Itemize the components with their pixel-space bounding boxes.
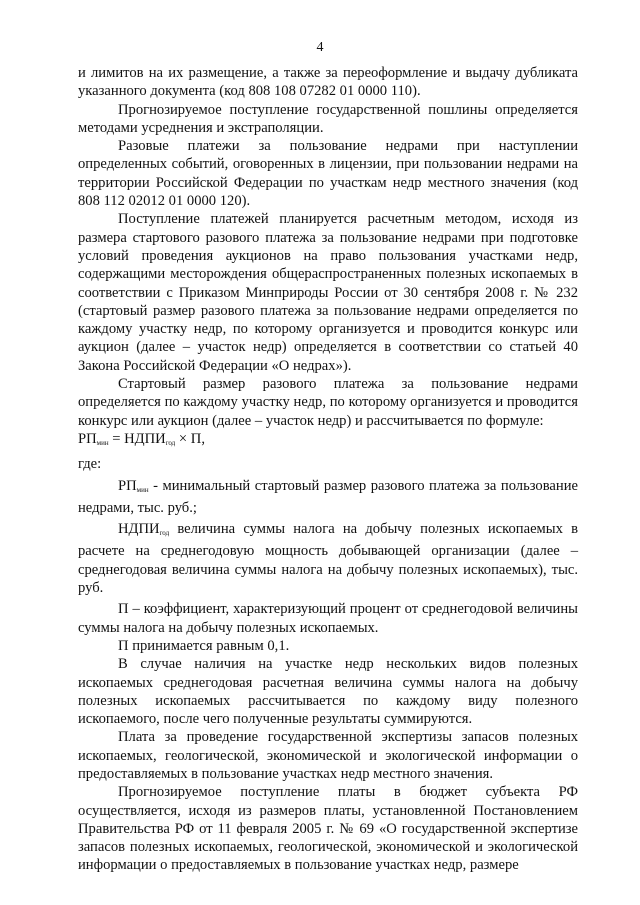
definition-p: П – коэффициент, характеризующий процент от среднегодовой величины суммы налога на добычу полезных ископаемых. bbox=[78, 601, 578, 636]
definition-ndpi bbox=[78, 520, 578, 597]
formula bbox=[78, 430, 578, 452]
formula-comma: , bbox=[201, 430, 205, 447]
definition-ndpi-text: величина суммы налога на добычу полезных ископаемых в расчете на среднегодовую мощность добывающей организации (далее – среднегодовая величина суммы налога на добычу полезных ископаемых), тыс. руб. bbox=[78, 521, 578, 597]
formula-times: × П bbox=[175, 430, 202, 447]
paragraph-fee-forecast: Прогнозируемое поступление платы в бюджет субъекта РФ осуществляется, исходя из размеров платы, установленной Постановлением Правительства РФ от 11 февраля 2005 г. № 69 «О государственной экспертизе запасов полезных ископаемых, геологической, экономической и экологической информации о предоставляемых в пользование участках недр, размере bbox=[78, 784, 578, 874]
formula-eq: = НДПИ bbox=[108, 430, 166, 447]
paragraph-p-value: П принимается равным 0,1. bbox=[118, 637, 290, 654]
paragraph-duty-forecast: Прогнозируемое поступление государственной пошлины определяется методами усреднения и экстраполяции. bbox=[78, 101, 578, 136]
formula-rp: РП bbox=[78, 430, 97, 447]
definition-rp-sub: мин bbox=[136, 485, 149, 494]
definition-rp bbox=[78, 477, 578, 518]
paragraph-expertise-fee: Плата за проведение государственной экспертизы запасов полезных ископаемых, геологической, экономической и экологической информации о предоставляемых в пользование участках недр местного значения. bbox=[78, 729, 578, 782]
document-body bbox=[78, 64, 578, 875]
paragraph-multiple-minerals: В случае наличия на участке недр нескольких видов полезных ископаемых среднегодовая расчетная величина суммы налога на добычу полезных ископаемых рассчитывается по каждому виду полезного ископаемого, после чего полученные результаты суммируются. bbox=[78, 656, 578, 728]
definition-rp-symbol: РП bbox=[118, 477, 137, 494]
definition-ndpi-symbol: НДПИ bbox=[118, 521, 160, 538]
definition-rp-text: - минимальный стартовый размер разового платежа за пользование недрами, тыс. руб.; bbox=[78, 477, 578, 516]
paragraph-continuation: и лимитов на их размещение, а также за переоформление и выдачу дубликата указанного документа (код 808 108 07282 01 0000 110). bbox=[78, 65, 578, 100]
paragraph-calculation-method: Поступление платежей планируется расчетным методом, исходя из размера стартового разового платежа за пользование недрами при подготовке условий проведения аукционов на право пользования участками недр, содержащими месторождения общераспространенных полезных ископаемых в соответствии с Приказом Минприроды России от 30 сентября 2008 г. № 232 (стартовый размер разового платежа за пользование недрами определяется по каждому участку недр, по которому организуется и проводится конкурс или аукцион (далее – участок недр) определяется в соответствии со статьей 40 Закона Российской Федерации «О недрах»). bbox=[78, 211, 578, 374]
paragraph-one-time-payments: Разовые платежи за пользование недрами при наступлении определенных событий, оговоренных в лицензии, при пользовании недрами на территории Российской Федерации по участкам недр местного значения (код 808 112 02012 01 0000 120). bbox=[78, 138, 578, 210]
paragraph-starting-amount: Стартовый размер разового платежа за пользование недрами определяется по каждому участку недр, по которому организуется и проводится конкурс или аукцион (далее – участок недр) и рассчитывается по формуле: bbox=[78, 376, 578, 429]
definition-ndpi-sub: год bbox=[159, 529, 170, 538]
where-label: где: bbox=[78, 456, 102, 473]
page-number: 4 bbox=[316, 40, 324, 55]
formula-rp-sub: мин bbox=[96, 438, 109, 447]
formula-ndpi-sub: год bbox=[165, 438, 176, 447]
